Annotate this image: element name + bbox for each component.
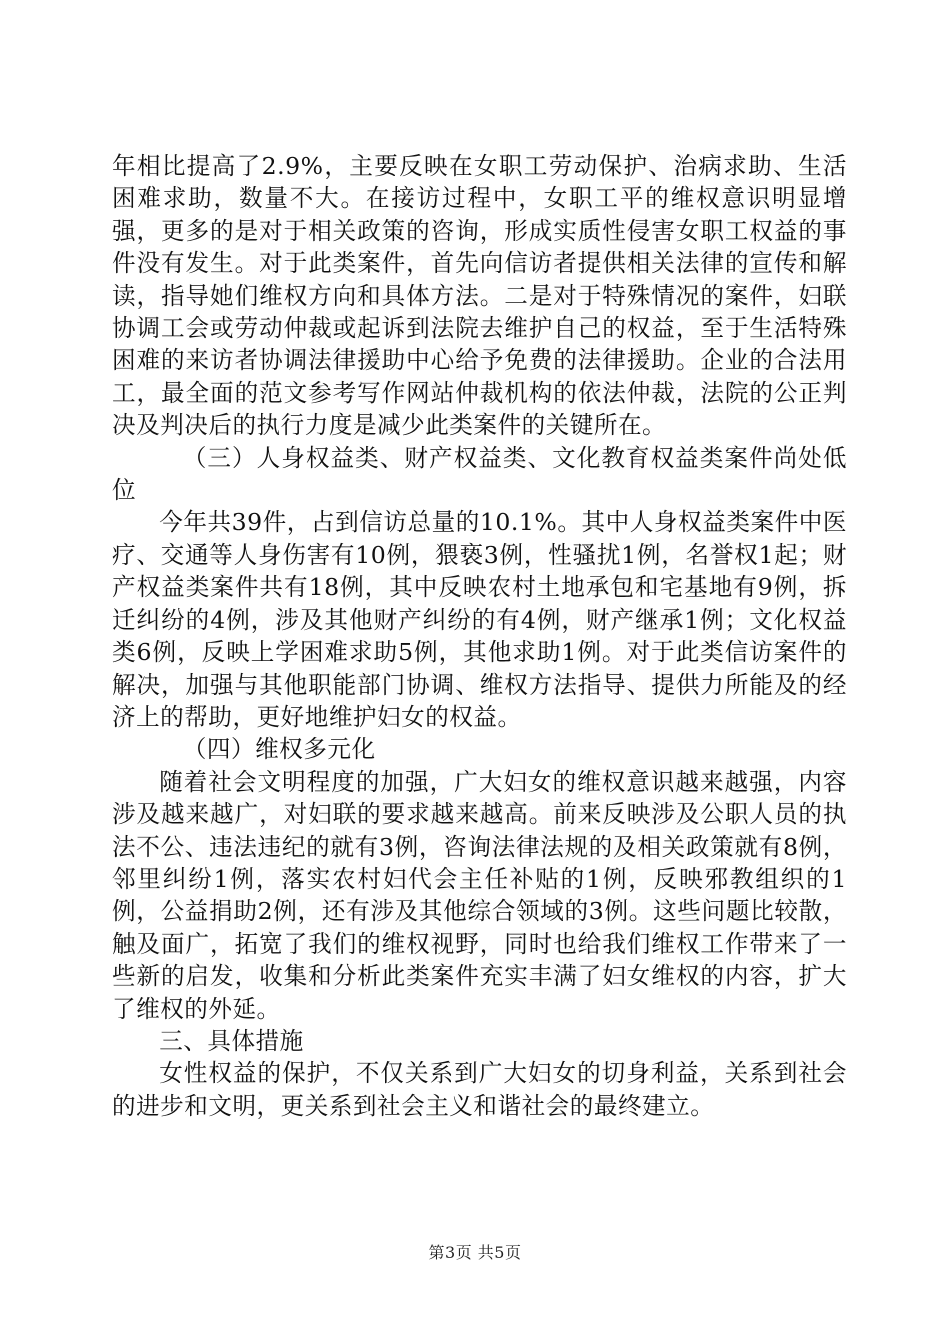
paragraph-section-3: 今年共39件，占到信访总量的10.1%。其中人身权益类案件中医疗、交通等人身伤害有10例，猥亵3例，性骚扰1例，名誉权1起；财产权益类案件共有18例，其中反映农村土地承包和宅基地有9例，拆迁纠纷的4例，涉及其他财产纠纷的有4例，财产继承1例；文化权益类6例，反映上学困难求助5例，其他求助1例。对于此类信访案件的解决，加强与其他职能部门协调、维权方法指导、提供力所能及的经济上的帮助，更好地维护妇女的权益。 [112, 508, 847, 731]
page-footer: 第3页 共5页 [428, 1243, 522, 1262]
section-heading-4: （四）维权多元化 [182, 735, 376, 764]
chapter-heading-measures: 三、具体措施 [159, 1026, 304, 1055]
section-heading-3: （三）人身权益类、财产权益类、文化教育权益类案件尚处低位 [112, 443, 847, 505]
paragraph-continuation: 年相比提高了2.9%，主要反映在女职工劳动保护、治病求助、生活困难求助，数量不大。在接访过程中，女职工平的维权意识明显增强，更多的是对于相关政策的咨询，形成实质性侵害女职工权益的事件没有发生。对于此类案件，首先向信访者提供相关法律的宣传和解读，指导她们维权方向和具体方法。二是对于特殊情况的案件，妇联协调工会或劳动仲裁或起诉到法院去维护自己的权益，至于生活特殊困难的来访者协调法律援助中心给予免费的法律援助。企业的合法用工，最全面的范文参考写作网站仲裁机构的依法仲裁，法院的公正判决及判决后的执行力度是减少此类案件的关键所在。 [112, 152, 847, 440]
document-body [112, 150, 847, 1122]
paragraph-measures: 女性权益的保护，不仅关系到广大妇女的切身利益，关系到社会的进步和文明，更关系到社会主义和谐社会的最终建立。 [112, 1059, 847, 1120]
paragraph-section-4: 随着社会文明程度的加强，广大妇女的维权意识越来越强，内容涉及越来越广，对妇联的要求越来越高。前来反映涉及公职人员的执法不公、违法违纪的就有3例，咨询法律法规的及相关政策就有8例，邻里纠纷1例，落实农村妇代会主任补贴的1例，反映邪教组织的1例，公益捐助2例，还有涉及其他综合领域的3例。这些问题比较散，触及面广，拓宽了我们的维权视野，同时也给我们维权工作带来了一些新的启发，收集和分析此类案件充实丰满了妇女维权的内容，扩大了维权的外延。 [112, 767, 847, 1023]
